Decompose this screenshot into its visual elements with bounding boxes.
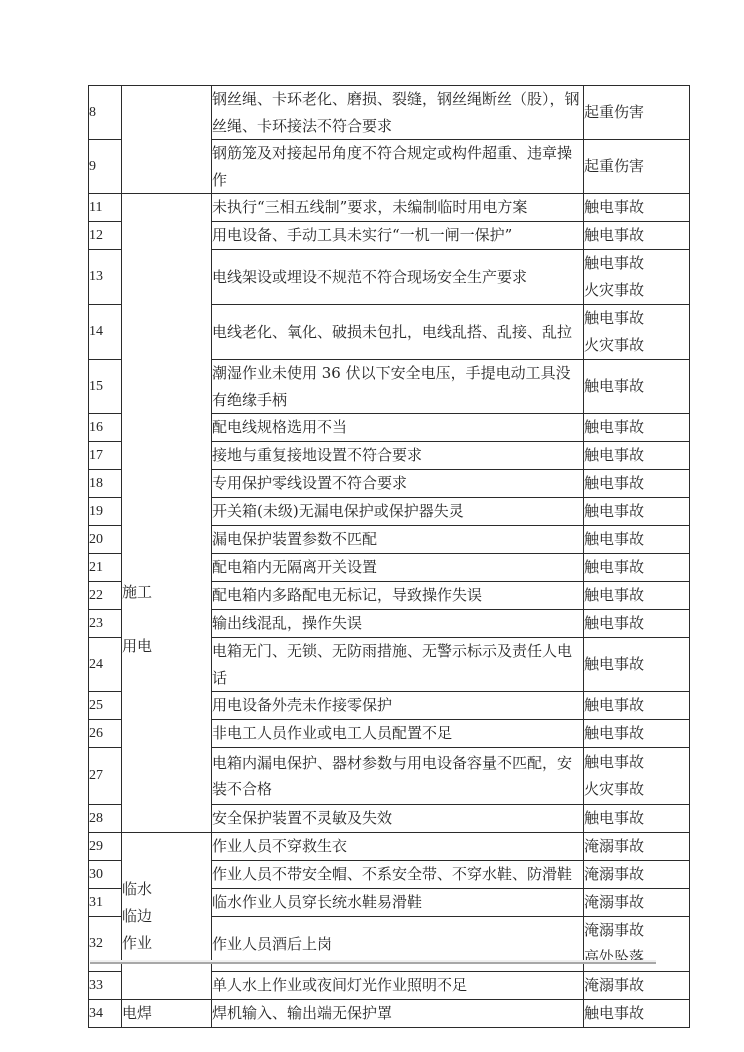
hazard-description-cell: 配电线规格选用不当 <box>212 414 584 442</box>
hazard-description-cell: 作业人员不带安全帽、不系安全带、不穿水鞋、防滑鞋 <box>212 861 584 889</box>
row-number-cell: 20 <box>89 526 122 554</box>
hazard-description-cell: 单人水上作业或夜间灯光作业照明不足 <box>212 972 584 1000</box>
accident-type-label: 起重伤害 <box>584 103 645 121</box>
hazard-description-cell: 配电箱内无隔离开关设置 <box>212 554 584 582</box>
row-number-cell: 12 <box>89 222 122 250</box>
hazard-description-cell: 电线老化、氧化、破损未包扎，电线乱搭、乱接、乱拉 <box>212 305 584 360</box>
accident-type-cell <box>584 582 690 610</box>
hazard-description-cell: 电箱内漏电保护、器材参数与用电设备容量不匹配，安装不合格 <box>212 748 584 805</box>
row-number-cell: 32 <box>89 917 122 972</box>
accident-type-cell <box>584 638 690 692</box>
category-cell <box>122 86 212 194</box>
category-cell <box>122 1000 212 1028</box>
accident-type-label: 火灾事故 <box>584 780 645 798</box>
hazard-description-cell: 漏电保护装置参数不匹配 <box>212 526 584 554</box>
accident-type-cell <box>584 86 690 140</box>
accident-type-cell <box>584 692 690 720</box>
hazard-description-cell: 钢筋笼及对接起吊角度不符合规定或构件超重、违章操作 <box>212 140 584 194</box>
accident-type-cell <box>584 442 690 470</box>
hazard-description-cell: 专用保护零线设置不符合要求 <box>212 470 584 498</box>
row-number-cell: 30 <box>89 861 122 889</box>
hazard-description-cell: 配电箱内多路配电无标记，导致操作失误 <box>212 582 584 610</box>
row-number-cell: 16 <box>89 414 122 442</box>
hazard-description-cell: 安全保护装置不灵敏及失效 <box>212 805 584 833</box>
accident-type-label: 触电事故 <box>584 655 645 673</box>
accident-type-label: 淹溺事故 <box>584 893 645 911</box>
accident-type-cell <box>584 554 690 582</box>
row-number-cell: 18 <box>89 470 122 498</box>
accident-type-label: 触电事故 <box>584 1004 645 1022</box>
hazard-description-cell: 非电工人员作业或电工人员配置不足 <box>212 720 584 748</box>
accident-type-cell <box>584 889 690 917</box>
accident-type-cell <box>584 498 690 526</box>
hazard-description-cell: 潮湿作业未使用 36 伏以下安全电压，手提电动工具没有绝缘手柄 <box>212 360 584 414</box>
accident-type-cell <box>584 194 690 222</box>
footer-separator-line <box>90 960 656 964</box>
category-label: 临水 <box>122 879 153 898</box>
table-row <box>89 1000 690 1028</box>
row-number-cell: 13 <box>89 250 122 305</box>
accident-type-label: 淹溺事故 <box>584 921 645 939</box>
accident-type-label: 触电事故 <box>584 198 645 216</box>
accident-type-label: 触电事故 <box>584 226 645 244</box>
row-number-cell: 29 <box>89 833 122 861</box>
row-number-cell: 14 <box>89 305 122 360</box>
category-label: 电焊 <box>122 1004 153 1022</box>
category-cell <box>122 194 212 833</box>
accident-type-label: 触电事故 <box>584 614 645 632</box>
accident-type-cell <box>584 305 690 360</box>
accident-type-label: 触电事故 <box>584 753 645 771</box>
row-number-cell: 24 <box>89 638 122 692</box>
hazard-description-cell: 未执行“三相五线制”要求，未编制临时用电方案 <box>212 194 584 222</box>
category-label: 施工 <box>122 582 153 601</box>
accident-type-label: 淹溺事故 <box>584 865 645 883</box>
accident-type-label: 起重伤害 <box>584 157 645 175</box>
hazard-description-cell: 用电设备外壳未作接零保护 <box>212 692 584 720</box>
accident-type-cell <box>584 250 690 305</box>
table-row <box>89 194 690 222</box>
row-number-cell: 21 <box>89 554 122 582</box>
row-number-cell: 11 <box>89 194 122 222</box>
hazard-description-cell: 用电设备、手动工具未实行“一机一闸一保护” <box>212 222 584 250</box>
hazard-description-cell: 开关箱(未级)无漏电保护或保护器失灵 <box>212 498 584 526</box>
accident-type-label: 触电事故 <box>584 724 645 742</box>
accident-type-label: 触电事故 <box>584 558 645 576</box>
hazard-description-cell: 电箱无门、无锁、无防雨措施、无警示标示及责任人电话 <box>212 638 584 692</box>
accident-type-label: 触电事故 <box>584 377 645 395</box>
accident-type-label: 高处坠落 <box>584 948 645 966</box>
row-number-cell: 15 <box>89 360 122 414</box>
hazard-description-cell: 临水作业人员穿长统水鞋易滑鞋 <box>212 889 584 917</box>
hazard-description-cell: 作业人员不穿救生衣 <box>212 833 584 861</box>
accident-type-cell <box>584 972 690 1000</box>
table-row <box>89 833 690 861</box>
category-label: 用电 <box>122 636 153 655</box>
accident-type-label: 火灾事故 <box>584 336 645 354</box>
accident-type-label: 淹溺事故 <box>584 837 645 855</box>
accident-type-label: 火灾事故 <box>584 281 645 299</box>
accident-type-label: 触电事故 <box>584 696 645 714</box>
row-number-cell: 31 <box>89 889 122 917</box>
category-label: 作业 <box>122 933 153 952</box>
table-row <box>89 86 690 140</box>
category-cell <box>122 833 212 1000</box>
accident-type-cell <box>584 414 690 442</box>
accident-type-label: 触电事故 <box>584 418 645 436</box>
accident-type-cell <box>584 720 690 748</box>
accident-type-cell <box>584 1000 690 1028</box>
hazard-description-cell: 输出线混乱，操作失误 <box>212 610 584 638</box>
hazard-description-cell: 焊机输入、输出端无保护罩 <box>212 1000 584 1028</box>
row-number-cell: 25 <box>89 692 122 720</box>
accident-type-cell <box>584 222 690 250</box>
accident-type-label: 触电事故 <box>584 586 645 604</box>
accident-type-cell <box>584 861 690 889</box>
hazard-description-cell: 接地与重复接地设置不符合要求 <box>212 442 584 470</box>
row-number-cell: 26 <box>89 720 122 748</box>
row-number-cell: 33 <box>89 972 122 1000</box>
accident-type-cell <box>584 470 690 498</box>
row-number-cell: 34 <box>89 1000 122 1028</box>
row-number-cell: 17 <box>89 442 122 470</box>
accident-type-cell <box>584 748 690 805</box>
row-number-cell: 22 <box>89 582 122 610</box>
category-label: 临边 <box>122 906 153 925</box>
accident-type-label: 触电事故 <box>584 254 645 272</box>
accident-type-cell <box>584 360 690 414</box>
accident-type-label: 触电事故 <box>584 474 645 492</box>
accident-type-cell <box>584 526 690 554</box>
row-number-cell: 27 <box>89 748 122 805</box>
accident-type-cell <box>584 805 690 833</box>
accident-type-label: 触电事故 <box>584 309 645 327</box>
hazard-description-cell: 电线架设或埋设不规范不符合现场安全生产要求 <box>212 250 584 305</box>
hazard-description-cell: 作业人员酒后上岗 <box>212 917 584 972</box>
hazard-table <box>88 85 690 1028</box>
accident-type-cell <box>584 610 690 638</box>
hazard-table-body <box>89 86 690 1028</box>
accident-type-label: 触电事故 <box>584 809 645 827</box>
accident-type-cell <box>584 833 690 861</box>
accident-type-label: 触电事故 <box>584 502 645 520</box>
row-number-cell: 9 <box>89 140 122 194</box>
accident-type-label: 触电事故 <box>584 530 645 548</box>
row-number-cell: 23 <box>89 610 122 638</box>
row-number-cell: 8 <box>89 86 122 140</box>
hazard-description-cell: 钢丝绳、卡环老化、磨损、裂缝，钢丝绳断丝（股），钢丝绳、卡环接法不符合要求 <box>212 86 584 140</box>
accident-type-label: 淹溺事故 <box>584 976 645 994</box>
accident-type-label: 触电事故 <box>584 446 645 464</box>
row-number-cell: 19 <box>89 498 122 526</box>
accident-type-cell <box>584 140 690 194</box>
row-number-cell: 28 <box>89 805 122 833</box>
